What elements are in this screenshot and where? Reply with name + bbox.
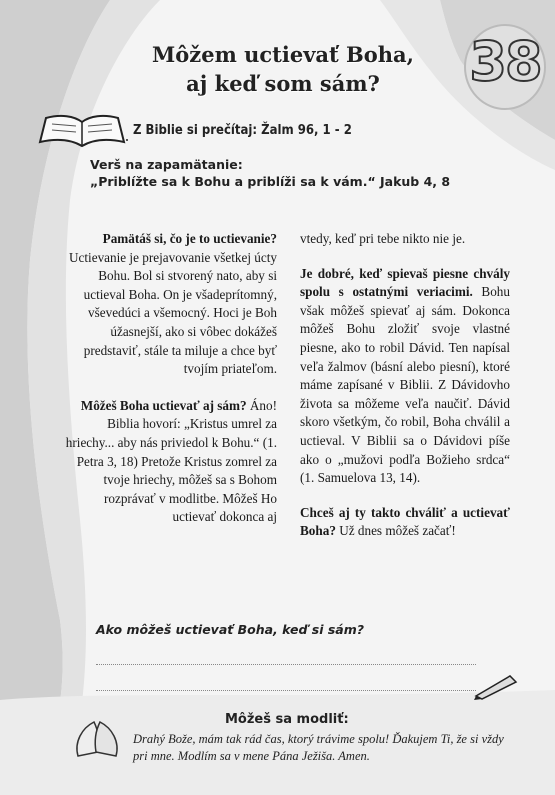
paragraph-continuation: vtedy, keď pri tebe nikto nie je. — [300, 231, 466, 246]
memory-verse — [90, 156, 510, 190]
praying-hands-icon — [68, 712, 126, 762]
paragraph-text: Uctievanie je prejavovanie všetkej úcty Bohu. Bol si stvorený nato, aby si uctieval Boha. On je všadeprítomný, vševedúci a všemocný. Hoci je Boh úžasnejší, ako si vôbec dokážeš predstaviť, stále ta miluje a chce byť tvojím priateľom. — [69, 249, 277, 377]
pen-icon — [470, 672, 520, 700]
bible-reading: Z Biblie si prečítaj: Žalm 96, 1 - 2 — [133, 123, 352, 138]
answer-line[interactable] — [96, 690, 476, 691]
answer-line[interactable] — [96, 664, 476, 665]
question-heading: Môžeš Boha uctievať aj sám? — [80, 397, 247, 413]
paragraph-heading: Je dobré, keď spievaš piesne chvály spolu s ostatnými veriacimi. — [300, 265, 510, 300]
paragraph-text: Áno! Biblia hovorí: „Kristus umrel za hriechy... aby nás priviedol k Bohu.“ (1. Petra 3, 18) Pretože Kristus zomrel za tvoje hriechy, môžeš sa s Bohom rozprávať v modlitbe. Môžeš Ho uctievať dokonca aj — [65, 397, 277, 525]
page-title — [118, 40, 448, 98]
paragraph-heading: Chceš aj ty takto chváliť a uctievať Boha? — [300, 504, 510, 539]
paragraph-singing — [300, 265, 510, 488]
paragraph-challenge — [300, 504, 510, 541]
left-column — [62, 230, 277, 527]
open-bible-icon — [36, 110, 128, 150]
title-line-1: Môžem uctievať Boha, — [152, 42, 414, 67]
paragraph-worship-definition — [62, 230, 277, 379]
title-line-2: aj keď som sám? — [186, 71, 380, 96]
memory-verse-text: „Priblížte sa k Bohu a priblíži sa k vám.“ Jakub 4, 8 — [90, 174, 451, 189]
reflection-question: Ako môžeš uctievať Boha, keď si sám? — [96, 622, 365, 637]
paragraph-text: Bohu však môžeš spievať aj sám. Dokonca môžeš Bohu zložiť svoje vlastné piesne, ako to robil Dávid. Ten napísal veľa žalmov (básní alebo piesní), ktoré máme zapísané v Biblii. Z Dávidovho života sa môžeme veľa naučiť. Dávid skoro všetkým, čo robil, Boha chválil a uctieval. V Biblii sa o Dávidovi píše ako o „mužovi podľa Božieho srdca“ (1. Samuelova 13, 14). — [300, 284, 510, 486]
paragraph-text: Už dnes môžeš začať! — [335, 523, 456, 539]
lesson-number: 38 — [469, 30, 541, 93]
prayer-text: Drahý Bože, mám tak rád čas, ktorý trávime spolu! Ďakujem Ti, že si vždy pri mne. Modlím sa v mene Pána Ježiša. Amen. — [133, 732, 504, 763]
right-column — [300, 230, 510, 557]
question-heading: Pamätáš si, čo je to uctievanie? — [102, 231, 277, 246]
memory-verse-label: Verš na zapamätanie: — [90, 157, 243, 172]
paragraph-worship-alone — [62, 397, 277, 527]
prayer-label: Môžeš sa modliť: — [225, 712, 349, 727]
